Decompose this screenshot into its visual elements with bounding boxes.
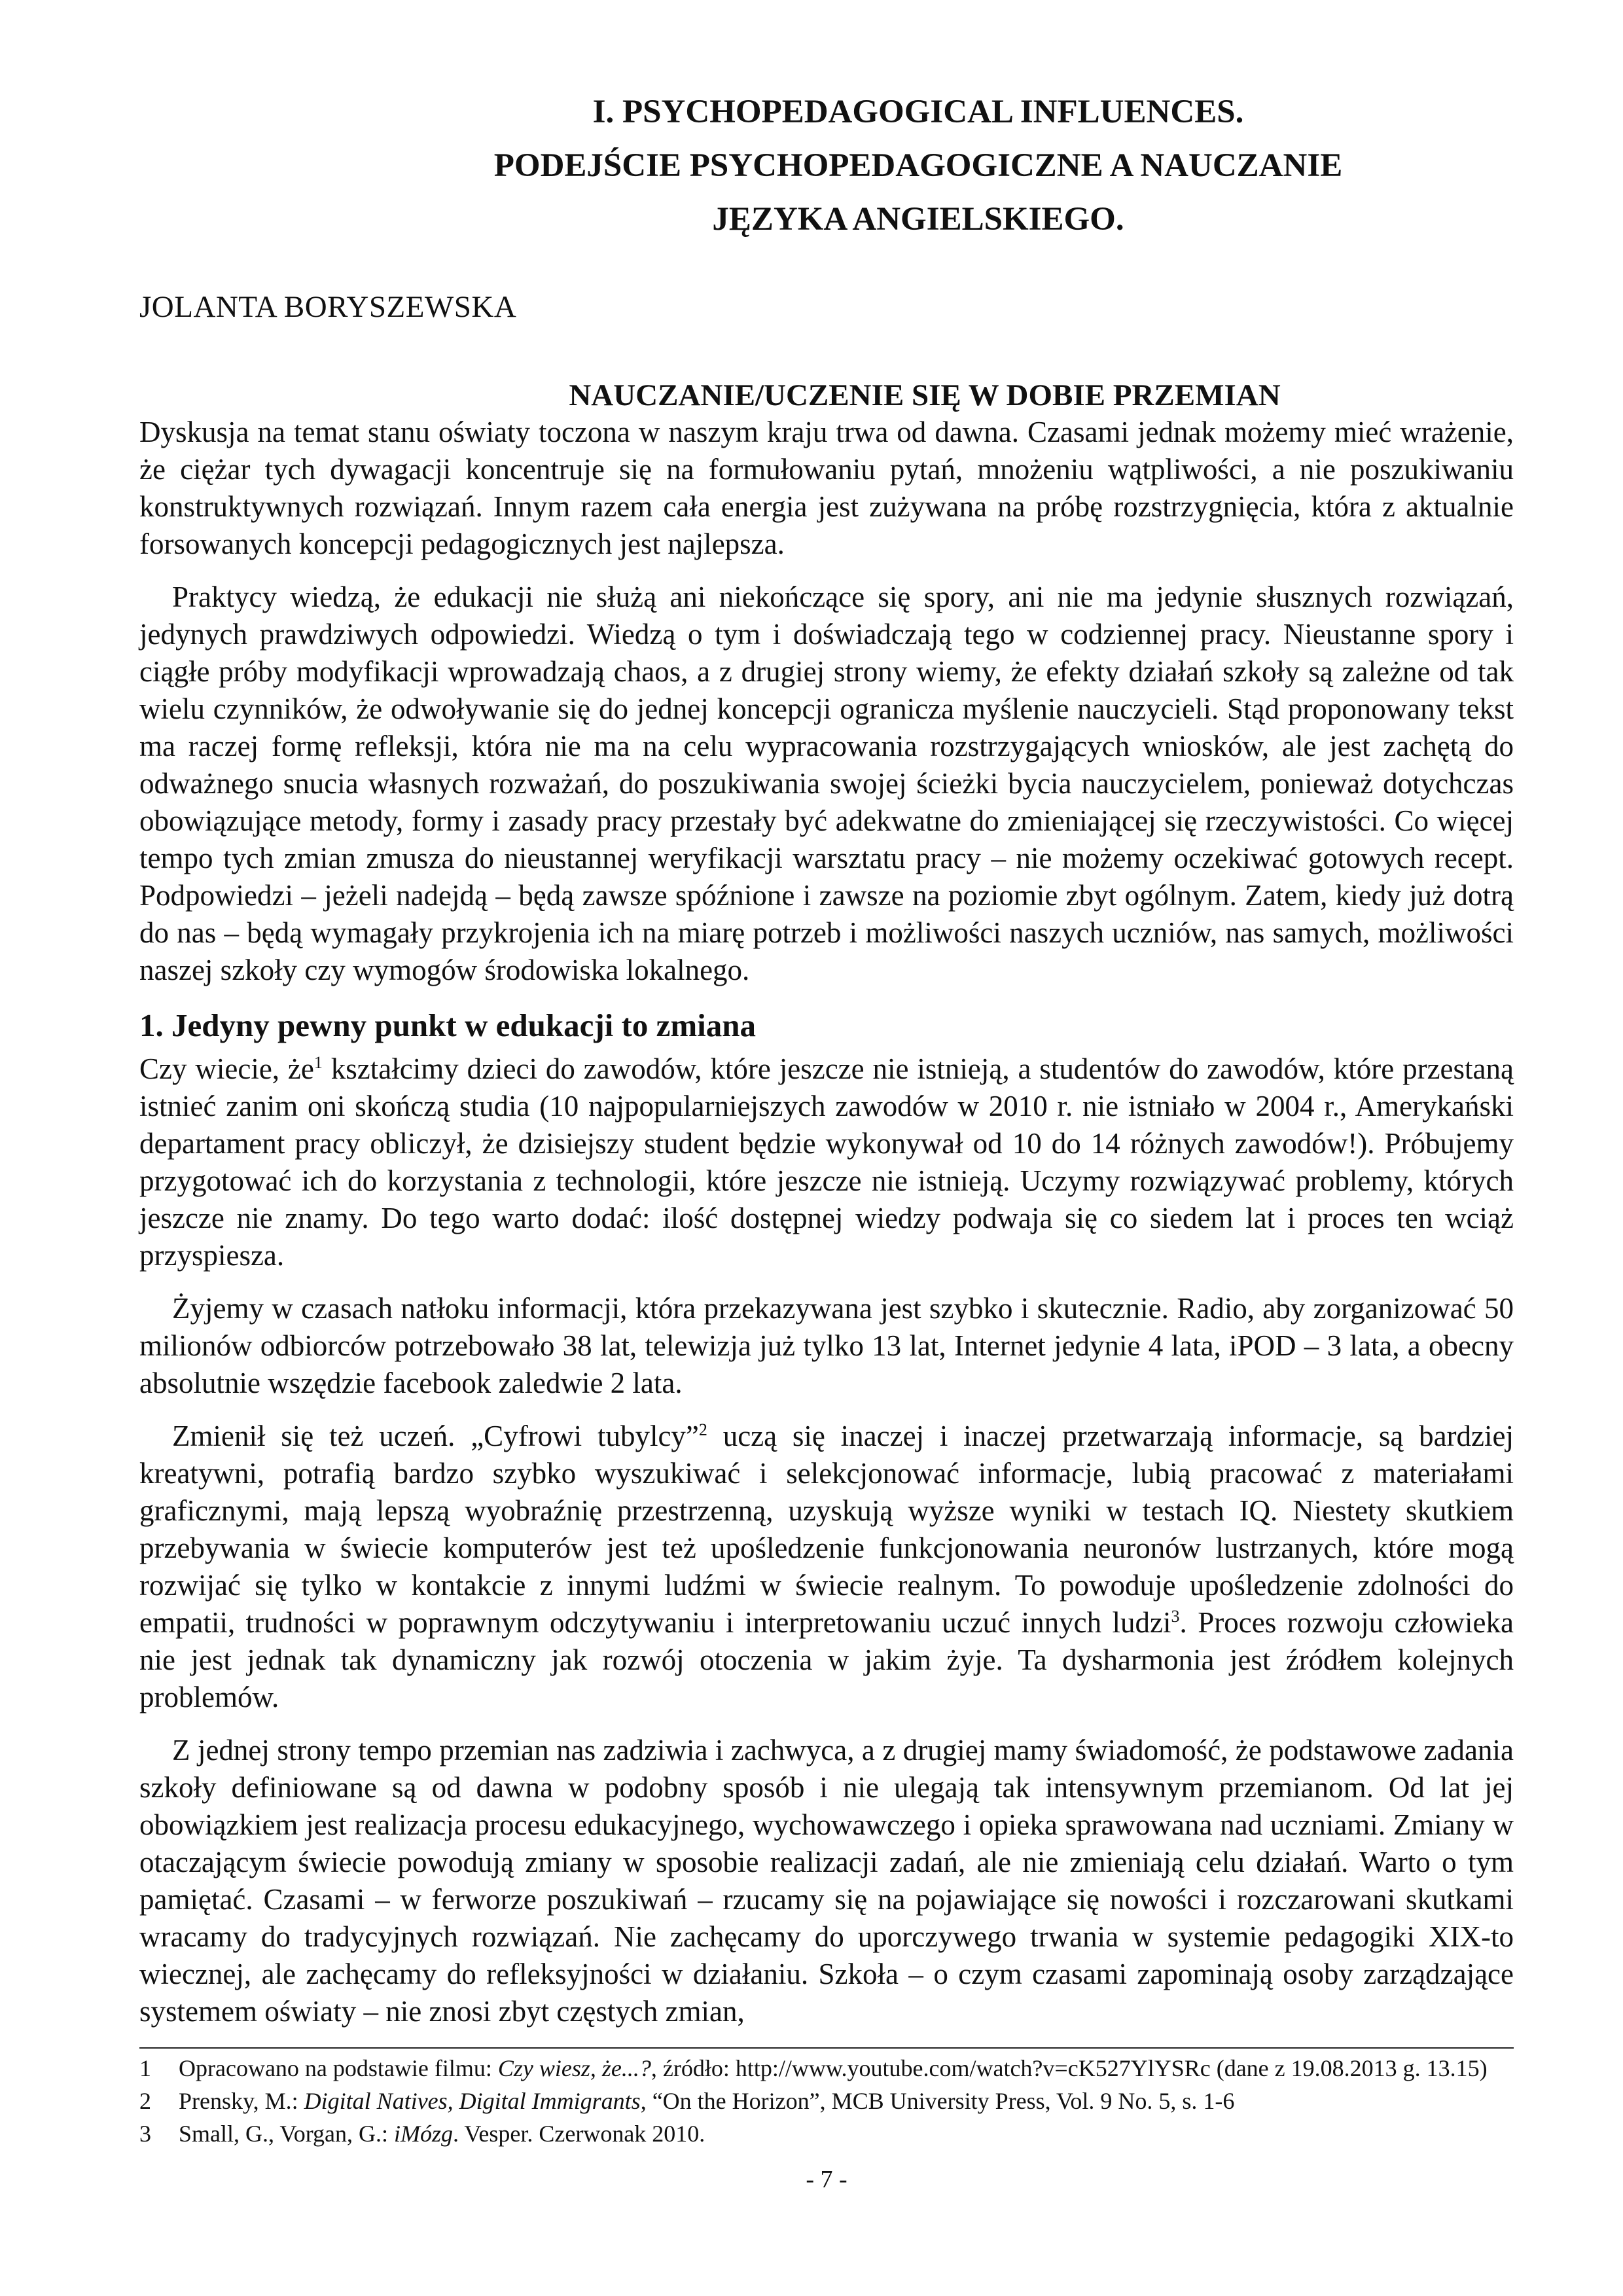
paragraph-3: [139, 1050, 1514, 1274]
author-name: JOLANTA BORYSZEWSKA: [139, 290, 517, 324]
footnote-1: [139, 2054, 1514, 2083]
footnote-pre: Small, G., Vorgan, G.:: [179, 2121, 395, 2147]
footnote-number: 2: [139, 2088, 151, 2114]
footnote-post: , źródło: http://www.youtube.com/watch?v=cK527YlYSRc (dane z 19.08.2013 g. 13.15): [651, 2055, 1488, 2081]
footnote-pre: Opracowano na podstawie filmu:: [179, 2055, 498, 2081]
footnote-italic: Czy wiesz, że...?: [497, 2055, 651, 2081]
document-page: [139, 85, 1514, 2245]
subsection-heading: 1. Jedyny pewny punkt w edukacji to zmiana: [139, 1007, 757, 1043]
paragraph-5-text-b: uczą się inaczej i inaczej przetwarzają informacje, są bardziej kreatywni, potrafią bardzo szybko wyszukiwać i selekcjonować informacje, lubią pracować z materiałami graficznymi, mają lepszą wyobraźnię przestrzenną, uzyskują wyższe wyniki w testach IQ. Niestety skutkiem przebywania w świecie komputerów jest też upośledzenie funkcjonowania neuronów lustrzanych, które mogą rozwijać się tylko w kontakcie z innymi ludźmi w świecie realnym. To powoduje upośledzenie zdolności do empatii, trudności w poprawnym odczytywaniu i interpretowaniu uczuć innych ludzi: [139, 1420, 1514, 1639]
section-heading: NAUCZANIE/UCZENIE SIĘ W DOBIE PRZEMIAN: [569, 378, 1281, 412]
footnote-text: [179, 2087, 1514, 2115]
title-line-2: PODEJŚCIE PSYCHOPEDAGOGICZNE A NAUCZANIE: [493, 147, 1343, 184]
footnote-text: [179, 2119, 1514, 2148]
chapter-title: [336, 85, 1501, 246]
footnote-divider: [139, 2047, 1514, 2049]
footnote-pre: Prensky, M.:: [179, 2088, 304, 2114]
footnote-ref-3: 3: [1171, 1607, 1180, 1626]
footnote-italic: iMózg: [394, 2121, 454, 2147]
title-line-3: JĘZYKA ANGIELSKIEGO.: [712, 201, 1124, 238]
footnote-italic: Digital Natives, Digital Immigrants: [304, 2088, 641, 2114]
paragraph-2: Praktycy wiedzą, że edukacji nie służą ani niekończące się spory, ani nie ma jedynie słusznych rozwiązań, jedynych prawdziwych odpowiedzi. Wiedzą o tym i doświadczają tego w codziennej pracy. Nieustanne spory i ciągłe próby modyfikacji wprowadzają chaos, a z drugiej strony wiemy, że efekty działań szkoły są zależne od tak wielu czynników, że odwoływanie się do jednej koncepcji ogranicza myślenie nauczycieli. Stąd proponowany tekst ma raczej formę refleksji, która nie ma na celu wypracowania rozstrzygających wniosków, ale jest zachętą do odważnego snucia własnych rozważań, do poszukiwania swojej ścieżki bycia nauczycielem, ponieważ dotychczas obowiązujące metody, formy i zasady pracy przestały być adekwatne do zmieniającej się rzeczywistości. Co więcej tempo tych zmian zmusza do nieustannej weryfikacji warsztatu pracy – nie możemy oczekiwać gotowych recept. Podpowiedzi – jeżeli nadejdą – będą zawsze spóźnione i zawsze na poziomie zbyt ogólnym. Zatem, kiedy już dotrą do nas – będą wymagały przykrojenia ich na miarę potrzeb i możliwości naszych uczniów, nas samych, możliwości naszej szkoły czy wymogów środowiska lokalnego.: [139, 581, 1514, 986]
footnote-ref-1: 1: [313, 1053, 323, 1072]
paragraph-5: [139, 1418, 1514, 1716]
footnote-3: [139, 2119, 1514, 2148]
paragraph-3-text-a: Czy wiecie, że: [139, 1052, 314, 1085]
footnote-text: [179, 2054, 1514, 2083]
footnote-number: 1: [139, 2055, 151, 2081]
footnote-2: [139, 2087, 1514, 2115]
paragraph-5-text-c: . Proces rozwoju człowieka nie jest jednak tak dynamiczny jak rozwój otoczenia w jakim żyje. Ta dysharmonia jest źródłem kolejnych problemów.: [139, 1606, 1514, 1713]
footnote-post: . Vesper. Czerwonak 2010.: [453, 2121, 705, 2147]
title-line-1: I. PSYCHOPEDAGOGICAL INFLUENCES.: [592, 94, 1244, 130]
footnote-number: 3: [139, 2121, 151, 2147]
footnotes: [139, 2054, 1514, 2148]
paragraph-4: Żyjemy w czasach natłoku informacji, która przekazywana jest szybko i skutecznie. Radio, aby zorganizować 50 milionów odbiorców potrzebowało 38 lat, telewizja już tylko 13 lat, Internet jedynie 4 lata, iPOD – 3 lata, a obecny absolutnie wszędzie facebook zaledwie 2 lata.: [139, 1292, 1514, 1399]
paragraph-6: Z jednej strony tempo przemian nas zadziwia i zachwyca, a z drugiej mamy świadomość, że podstawowe zadania szkoły definiowane są od dawna w podobny sposób i nie ulegają tak intensywnym przemianom. Od lat jej obowiązkiem jest realizacja procesu edukacyjnego, wychowawczego i opieka sprawowana nad uczniami. Zmiany w otaczającym świecie powodują zmiany w sposobie realizacji zadań, ale nie zmieniają celu działań. Warto o tym pamiętać. Czasami – w ferworze poszukiwań – rzucamy się na pojawiające się nowości i rozczarowani skutkami wracamy do tradycyjnych rozwiązań. Nie zachęcamy do uporczywego trwania w systemie pedagogiki XIX-to wiecznej, ale zachęcamy do refleksyjności w działaniu. Szkoła – o czym czasami zapominają osoby zarządzające systemem oświaty – nie znosi zbyt częstych zmian,: [139, 1734, 1514, 2028]
page-number: - 7 -: [806, 2166, 847, 2193]
paragraph-1: Dyskusja na temat stanu oświaty toczona w naszym kraju trwa od dawna. Czasami jednak możemy mieć wrażenie, że ciężar tych dywagacji koncentruje się na formułowaniu pytań, mnożeniu wątpliwości, a nie poszukiwaniu konstruktywnych rozwiązań. Innym razem cała energia jest zużywana na próbę rozstrzygnięcia, która z aktualnie forsowanych koncepcji pedagogicznych jest najlepsza.: [139, 416, 1514, 560]
paragraph-5-text-a: Zmienił się też uczeń. „Cyfrowi tubylcy”: [172, 1420, 699, 1452]
footnote-post: , “On the Horizon”, MCB University Press, Vol. 9 No. 5, s. 1-6: [640, 2088, 1235, 2114]
footnote-ref-2: 2: [698, 1420, 707, 1439]
paragraph-3-text-b: kształcimy dzieci do zawodów, które jeszcze nie istnieją, a studentów do zawodów, które przestaną istnieć zanim oni skończą studia (10 najpopularniejszych zawodów w 2010 r. nie istniało w 2004 r., Amerykański departament pracy obliczył, że dzisiejszy student będzie wykonywał od 10 do 14 różnych zawodów!). Próbujemy przygotować ich do korzystania z technologii, które jeszcze nie istnieją. Uczymy rozwiązywać problemy, których jeszcze nie znamy. Do tego warto dodać: ilość dostępnej wiedzy podwaja się co siedem lat i proces ten wciąż przyspiesza.: [139, 1052, 1514, 1272]
